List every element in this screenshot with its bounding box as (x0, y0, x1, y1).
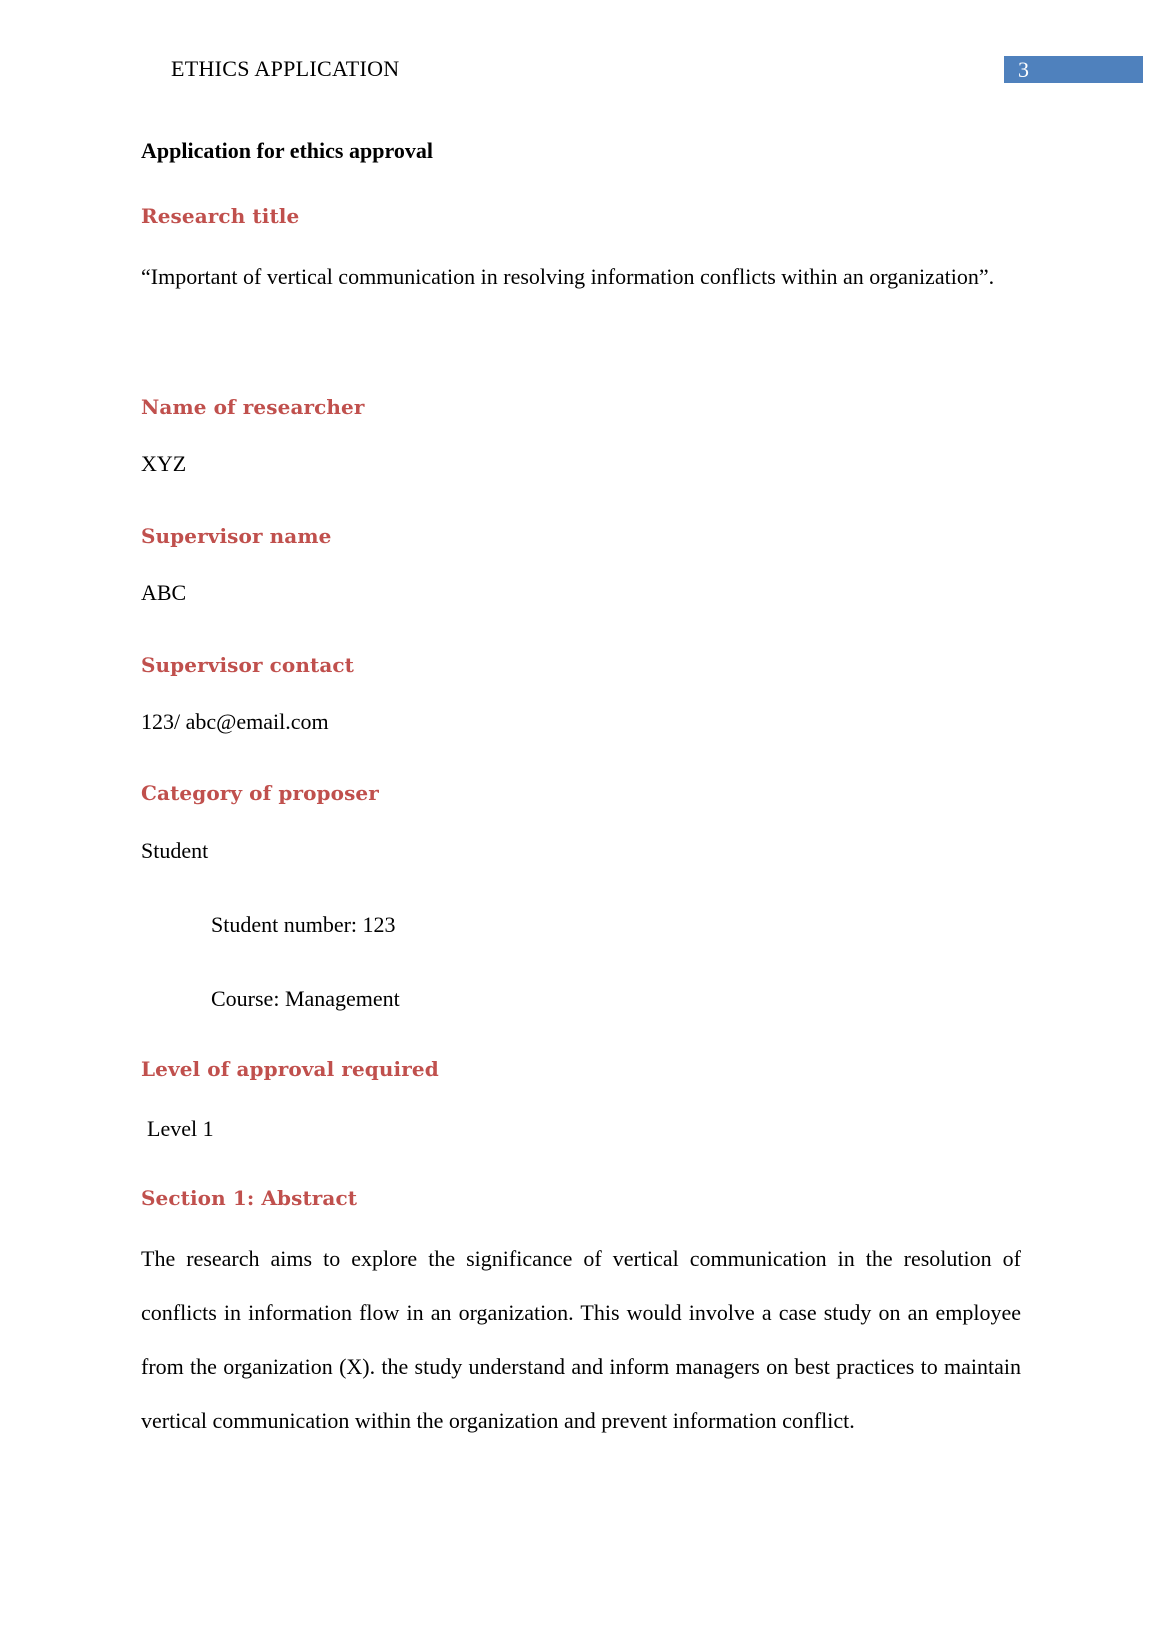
page-number-bar (1004, 56, 1143, 83)
student-number: Student number: 123 (211, 912, 396, 937)
running-header-title: ETHICS APPLICATION (171, 56, 400, 81)
abstract-text: The research aims to explore the significance of vertical communication in the resolution of conflicts in information flow in an organization. This would involve a case study on an employee from the organization (X). the study understand and inform managers on best practices to maintain vertical communication within the organization and prevent information conflict. (141, 1246, 1021, 1433)
heading-category-of-proposer: Category of proposer (141, 781, 379, 805)
document-title: Application for ethics approval (141, 138, 433, 163)
research-title-text: “Important of vertical communication in resolving information conflicts within an organization”. (141, 264, 995, 289)
heading-research-title: Research title (141, 204, 300, 228)
approval-level: Level 1 (147, 1116, 214, 1141)
heading-supervisor-name: Supervisor name (141, 524, 332, 548)
course: Course: Management (211, 986, 400, 1011)
page-number: 3 (1018, 57, 1029, 82)
heading-name-of-researcher: Name of researcher (141, 395, 365, 419)
researcher-name: XYZ (141, 451, 187, 476)
heading-supervisor-contact: Supervisor contact (141, 653, 355, 677)
proposer-category: Student (141, 838, 209, 863)
heading-abstract: Section 1: Abstract (141, 1186, 358, 1210)
supervisor-name: ABC (141, 580, 187, 605)
supervisor-contact: 123/ abc@email.com (141, 709, 329, 734)
heading-level-of-approval: Level of approval required (141, 1057, 439, 1081)
